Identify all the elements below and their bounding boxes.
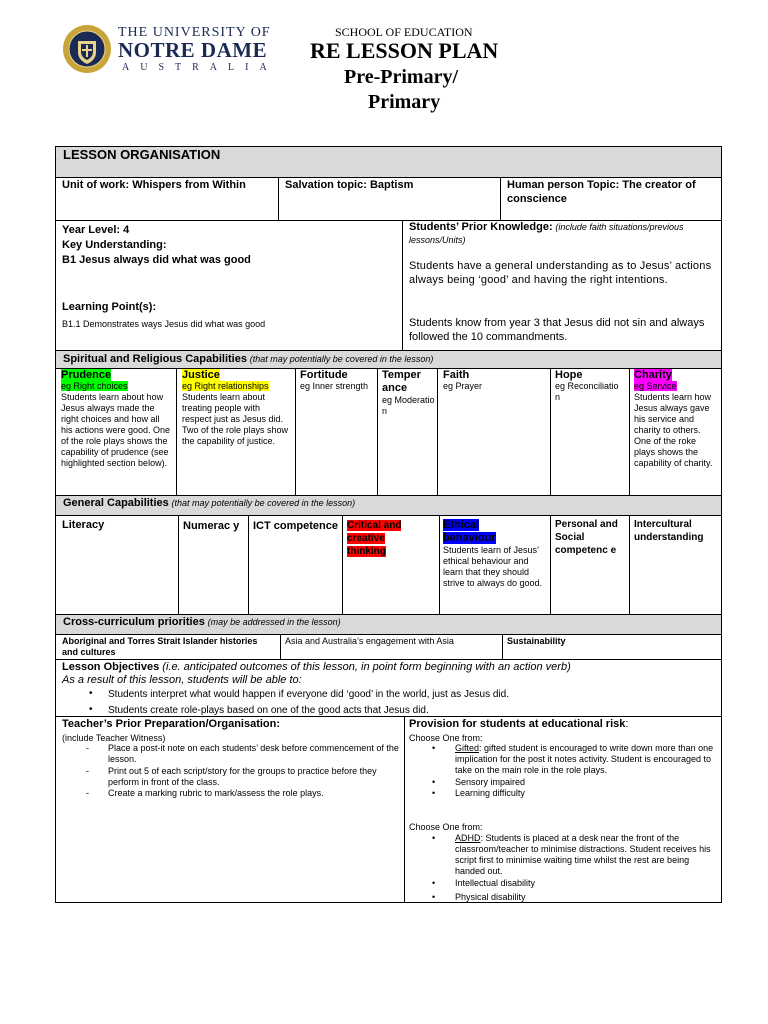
prior-knowledge-text-2: Students know from year 3 that Jesus did not sin and always followed the 10 commandments.	[409, 317, 705, 343]
adhd-provision: ADHD: Students is placed at a desk near the front of the classroom/teacher to minimise distractions. Student receives his script first to minimise waiting time whilst the rest are being handed out.	[455, 833, 711, 876]
ethical-body: Students learn of Jesus’ ethical behaviour and learn that they should strive to always do good.	[443, 545, 543, 588]
objective-item: Students interpret what would happen if everyone did ‘good’ in the world, just as Jesus did.	[108, 689, 509, 700]
cross-heading: Cross-curriculum priorities	[63, 616, 205, 628]
cross-note: (may be addressed in the lesson)	[207, 617, 341, 627]
lesson-organisation-heading: LESSON ORGANISATION	[63, 147, 221, 162]
learning-point: B1.1 Demonstrates ways Jesus did what was good	[62, 319, 266, 329]
prudence-example: eg Right choices	[61, 381, 128, 391]
faith-title: Faith	[443, 369, 470, 381]
unit-of-work: Unit of work: Whispers from Within	[62, 179, 246, 191]
bullet-icon: •	[432, 892, 436, 902]
hope-cell	[555, 369, 625, 403]
objectives-heading	[62, 660, 718, 674]
teacher-prep-item: Create a marking rubric to mark/assess the role plays.	[108, 788, 324, 798]
asia-priority: Asia and Australia’s engagement with Asia	[285, 636, 454, 646]
faith-example: eg Prayer	[443, 381, 483, 391]
personal-social-label: Personal and Social competenc e	[555, 519, 618, 556]
prudence-cell	[61, 369, 173, 469]
university-name-line3: AUSTRALIA	[122, 62, 278, 73]
prior-knowledge-note: (include faith situations/previous lessons/Units)	[409, 222, 684, 245]
justice-cell	[182, 369, 292, 447]
university-crest-logo	[62, 24, 112, 74]
prior-knowledge-label: Students’ Prior Knowledge:	[409, 221, 553, 233]
spiritual-note: (that may potentially be covered in the lesson)	[249, 354, 434, 364]
sensory-provision: Sensory impaired	[455, 777, 526, 787]
ethical-label: Ethical behaviour	[443, 519, 496, 544]
hope-example: eg Reconciliatio n	[555, 381, 619, 402]
ethical-cell	[443, 519, 547, 589]
prudence-body: Students learn about how Jesus always made the right choices and how all his actions were good. One of the role plays shows the capability of prudence (see highlighted section below).	[61, 392, 171, 468]
key-understanding: B1 Jesus always did what was good	[62, 254, 251, 266]
page-subtitle-line2: Primary	[368, 91, 441, 113]
aboriginal-priority: Aboriginal and Torres Strait Islander histories and cultures	[62, 636, 258, 657]
prudence-title: Prudence	[61, 369, 112, 381]
hope-title: Hope	[555, 369, 583, 381]
page-title: RE LESSON PLAN	[310, 38, 499, 63]
key-understanding-label: Key Understanding:	[62, 239, 167, 251]
provision-choose-1: Choose One from:	[409, 733, 483, 743]
fortitude-title: Fortitude	[300, 369, 348, 381]
year-level: Year Level: 4	[62, 224, 130, 236]
dash-icon: -	[86, 743, 89, 753]
provision-heading: Provision for students at educational risk:	[409, 718, 629, 730]
justice-example: eg Right relationships	[182, 381, 269, 391]
temperance-cell	[382, 369, 435, 417]
objective-bullet-1: •	[89, 688, 93, 699]
charity-cell	[634, 369, 718, 469]
general-heading-row	[63, 497, 355, 509]
numeracy-label: Numerac y	[183, 520, 240, 532]
learning-provision: Learning difficulty	[455, 788, 525, 798]
bullet-icon: •	[432, 777, 436, 787]
university-name-line1: THE UNIVERSITY OF	[118, 25, 271, 40]
spiritual-heading-row	[63, 353, 433, 365]
critical-thinking-label: Critical and creative thinking	[347, 520, 402, 557]
school-label: SCHOOL OF EDUCATION	[335, 25, 473, 39]
fortitude-example: eg Inner strength	[300, 381, 369, 391]
page-subtitle-line1: Pre-Primary/	[344, 66, 459, 88]
bullet-icon: •	[432, 743, 436, 753]
ict-label: ICT competence	[253, 520, 338, 532]
objective-bullet-2: •	[89, 704, 93, 715]
bullet-icon: •	[432, 788, 436, 798]
gifted-provision: Gifted: gifted student is encouraged to write down more than one implication for the post it notes activity. Student is encouraged to take on the main role in the role plays.	[455, 743, 714, 775]
intercultural-label: Intercultural understanding	[634, 519, 704, 543]
temperance-title: Temper ance	[382, 369, 421, 394]
sustainability-priority: Sustainability	[507, 636, 566, 646]
learning-points-label: Learning Point(s):	[62, 301, 157, 313]
objective-item: Students create role-plays based on one of the good acts that Jesus did.	[108, 705, 429, 716]
justice-title: Justice	[182, 369, 220, 381]
fortitude-cell	[300, 369, 374, 392]
charity-title: Charity	[634, 369, 672, 381]
intellectual-provision: Intellectual disability	[455, 878, 536, 888]
objectives-label: Lesson Objectives	[62, 661, 160, 673]
charity-body: Students learn how Jesus always gave his service and charity to others. One of the roke plays shows the capability of charity.	[634, 392, 713, 468]
provision-choose-2: Choose One from:	[409, 822, 483, 832]
bullet-icon: •	[432, 878, 436, 888]
bullet-icon: •	[432, 833, 436, 843]
dash-icon: -	[86, 788, 89, 798]
human-person-topic: Human person Topic: The creator of conscience	[507, 179, 696, 205]
general-note: (that may potentially be covered in the lesson)	[171, 498, 356, 508]
university-name-line2: NOTRE DAME	[118, 38, 268, 62]
physical-provision: Physical disability	[455, 892, 526, 902]
literacy-label: Literacy	[62, 519, 105, 531]
dash-icon: -	[86, 766, 89, 776]
general-heading: General Capabilities	[63, 497, 169, 509]
justice-body: Students learn about treating people with respect just as Jesus did. Two of the role plays show the capability of justice.	[182, 392, 289, 446]
provision-label: Provision for students at educational risk	[409, 718, 626, 730]
teacher-prep-label: Teacher’s Prior Preparation/Organisation:	[62, 718, 281, 730]
teacher-prep-note: (include Teacher Witness)	[62, 733, 166, 743]
spiritual-heading: Spiritual and Religious Capabilities	[63, 353, 247, 365]
salvation-topic: Salvation topic: Baptism	[285, 179, 414, 191]
temperance-example: eg Moderatio n	[382, 395, 435, 416]
prior-knowledge-heading	[409, 221, 717, 247]
teacher-prep-item: Print out 5 of each script/story for the groups to practice before they perform in front of the class.	[108, 766, 377, 787]
charity-example: eg Service	[634, 381, 677, 391]
objectives-note: (i.e. anticipated outcomes of this lesson, in point form beginning with an action verb)	[162, 661, 571, 673]
faith-cell	[443, 369, 547, 392]
objectives-intro: As a result of this lesson, students will be able to:	[62, 674, 302, 686]
cross-heading-row	[63, 616, 341, 628]
teacher-prep-item: Place a post-it note on each students’ desk before commencement of the lesson.	[108, 743, 399, 764]
prior-knowledge-text-1: Students have a general understanding as to Jesus’ actions always being ‘good’ and having the right intentions.	[409, 260, 712, 286]
